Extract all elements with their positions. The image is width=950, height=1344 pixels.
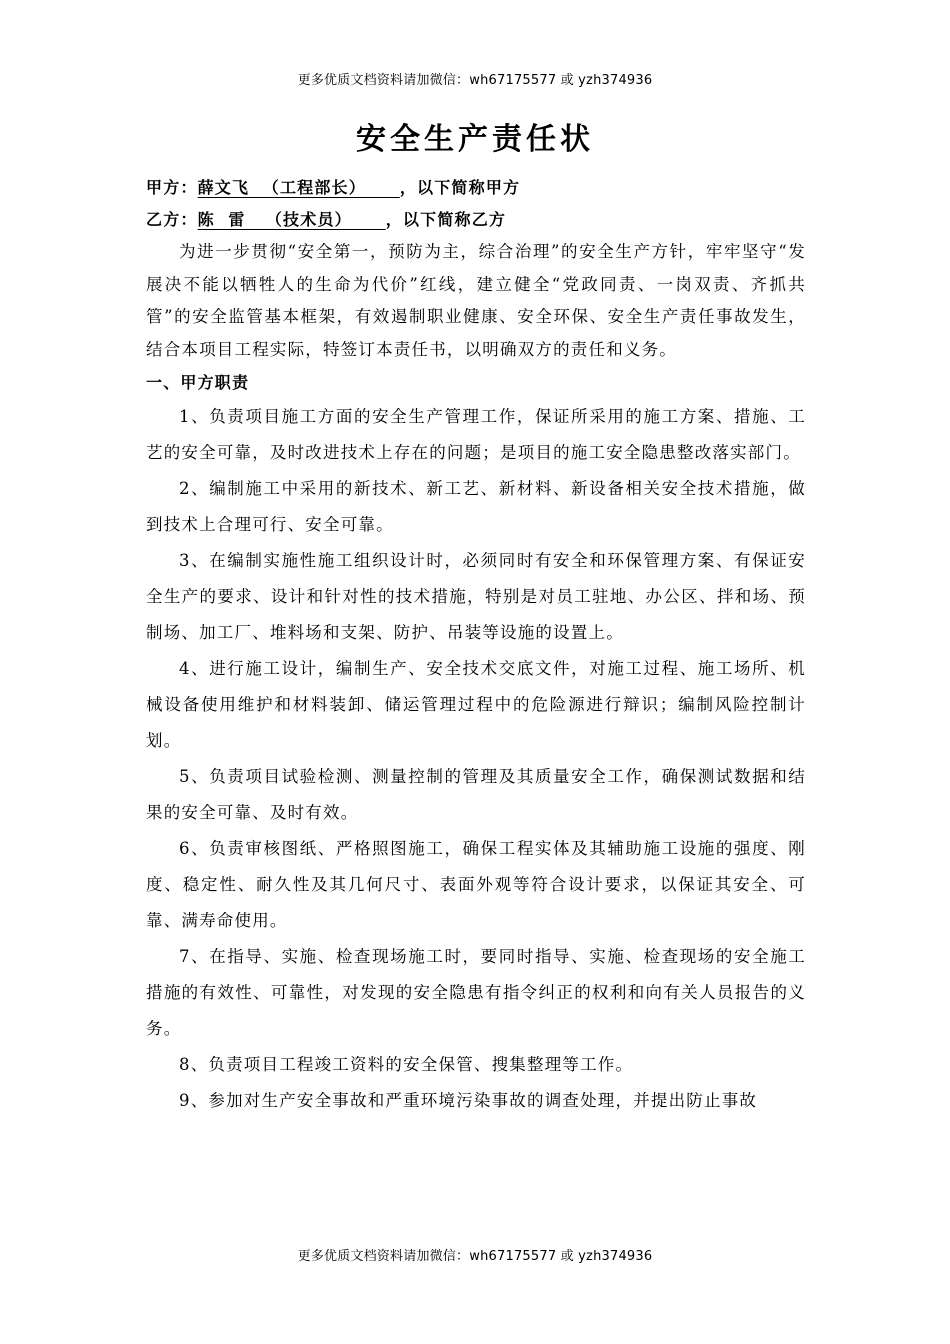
duty-item: 1、负责项目施工方面的安全生产管理工作，保证所采用的施工方案、措施、工艺的安全可靠，及时改进技术上存在的问题；是项目的施工安全隐患整改落实部门。 (146, 407, 806, 462)
party-b-suffix: ，以下简称乙方 (385, 210, 507, 229)
section-a-heading: 一、甲方职责 (146, 373, 250, 392)
party-b-line (146, 204, 806, 236)
party-b-name: 陈 雷 （技术员） (197, 210, 386, 229)
duty-item: 7、在指导、实施、检查现场施工时，要同时指导、实施、检查现场的安全施工措施的有效性、可靠性，对发现的安全隐患有指令纠正的权利和向有关人员报告的义务。 (146, 947, 806, 1038)
party-a-label: 甲方： (146, 178, 198, 197)
duty-item: 4、进行施工设计，编制生产、安全技术交底文件，对施工过程、施工场所、机械设备使用维护和材料装卸、储运管理过程中的危险源进行辩识；编制风险控制计划。 (146, 659, 806, 750)
header-note: 更多优质文档资料请加微信：wh67175577 或 yzh374936 (297, 73, 653, 88)
footer-note: 更多优质文档资料请加微信：wh67175577 或 yzh374936 (297, 1249, 653, 1264)
duty-item: 5、负责项目试验检测、测量控制的管理及其质量安全工作，确保测试数据和结果的安全可靠、及时有效。 (146, 767, 806, 822)
party-a-name: 薛文飞 （工程部长） (197, 178, 400, 197)
intro-paragraph: 为进一步贯彻“安全第一，预防为主，综合治理”的安全生产方针，牢牢坚守“发展决不能以牺牲人的生命为代价”红线，建立健全“党政同责、一岗双责、齐抓共管”的安全监管基本框架，有效遏制职业健康、安全环保、安全生产责任事故发生，结合本项目工程实际，特签订本责任书，以明确双方的责任和义务。 (146, 242, 806, 359)
duty-item: 6、负责审核图纸、严格照图施工，确保工程实体及其辅助施工设施的强度、刚度、稳定性、耐久性及其几何尺寸、表面外观等符合设计要求，以保证其安全、可靠、满寿命使用。 (146, 839, 806, 930)
duty-item: 3、在编制实施性施工组织设计时，必须同时有安全和环保管理方案、有保证安全生产的要求、设计和针对性的技术措施，特别是对员工驻地、办公区、拌和场、预制场、加工厂、堆料场和支架、防护、吊装等设施的设置上。 (146, 551, 806, 642)
party-a-suffix: ，以下简称甲方 (399, 178, 521, 197)
party-a-line (146, 172, 806, 204)
duty-item: 9、参加对生产安全事故和严重环境污染事故的调查处理，并提出防止事故 (179, 1091, 758, 1110)
duty-item: 2、编制施工中采用的新技术、新工艺、新材料、新设备相关安全技术措施，做到技术上合理可行、安全可靠。 (146, 479, 806, 534)
document-body (146, 172, 806, 1119)
document-title: 安全生产责任状 (356, 122, 594, 157)
duty-item: 8、负责项目工程竣工资料的安全保管、搜集整理等工作。 (179, 1055, 634, 1074)
section-a-duty-list (146, 399, 806, 1119)
party-b-label: 乙方： (146, 210, 198, 229)
